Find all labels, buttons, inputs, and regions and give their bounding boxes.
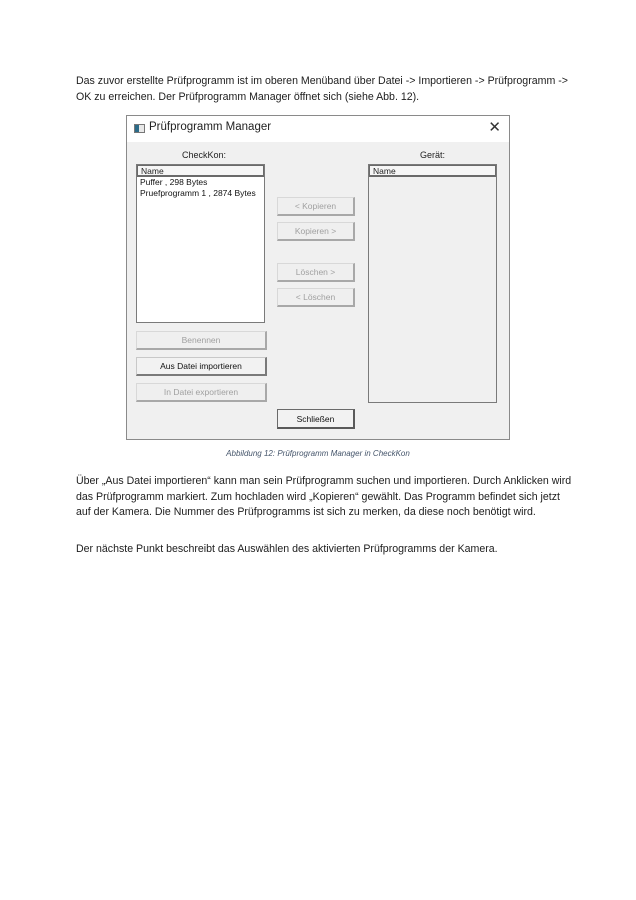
- figure-caption: Abbildung 12: Prüfprogramm Manager in CheckKon: [226, 449, 410, 458]
- dialog-title: Prüfprogramm Manager: [149, 121, 272, 133]
- import-instructions-paragraph: Über „Aus Datei importieren“ kann man sein Prüfprogramm suchen und importieren. Durch Anklicken wird das Prüfprogramm markiert. Zum hochladen wird „Kopieren“ gewählt. Das Programm befindet sich jetzt auf der Kamera. Die Nummer des Prüfprogramms ist sich zu merken, da diese noch benötigt wird.: [76, 475, 572, 519]
- copy-left-button[interactable]: < Kopieren: [277, 197, 355, 216]
- checkkon-program-list[interactable]: [136, 164, 265, 323]
- rename-button[interactable]: Benennen: [136, 331, 267, 350]
- next-step-paragraph: Der nächste Punkt beschreibt das Auswählen des aktivierten Prüfprogramms der Kamera.: [76, 543, 498, 555]
- checkkon-column-header-name[interactable]: Name: [137, 165, 264, 177]
- list-item[interactable]: Pruefprogramm 1 , 2874 Bytes: [140, 188, 256, 198]
- close-icon[interactable]: ✕: [488, 119, 501, 136]
- geraet-label: Gerät:: [420, 150, 446, 160]
- app-window-icon: [134, 124, 145, 133]
- import-from-file-button[interactable]: Aus Datei importieren: [136, 357, 267, 376]
- delete-right-button[interactable]: Löschen >: [277, 263, 355, 282]
- pruefprogramm-manager-dialog: [126, 115, 510, 440]
- intro-paragraph: Das zuvor erstellte Prüfprogramm ist im oberen Menüband über Datei -> Importieren -> Prüfprogramm -> OK zu erreichen. Der Prüfprogramm Manager öffnet sich (siehe Abb. 12).: [76, 75, 568, 103]
- title-bar: [127, 116, 509, 142]
- geraet-column-header-name[interactable]: Name: [369, 165, 496, 177]
- close-button[interactable]: Schließen: [277, 409, 355, 429]
- list-item[interactable]: Puffer , 298 Bytes: [140, 177, 208, 187]
- export-to-file-button[interactable]: In Datei exportieren: [136, 383, 267, 402]
- copy-right-button[interactable]: Kopieren >: [277, 222, 355, 241]
- delete-left-button[interactable]: < Löschen: [277, 288, 355, 307]
- geraet-program-list[interactable]: [368, 164, 497, 403]
- checkkon-label: CheckKon:: [182, 150, 227, 160]
